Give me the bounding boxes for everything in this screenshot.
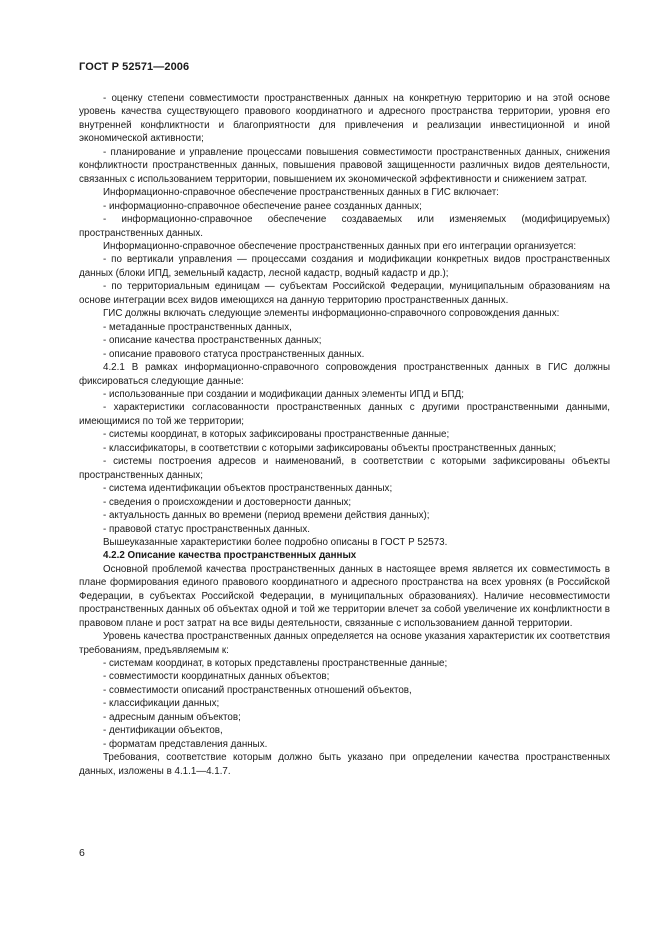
paragraph: - системам координат, в которых представлены пространственные данные; <box>103 658 448 670</box>
paragraph: Основной проблемой качества пространственных данных в настоящее время является их совместимость в плане формирования единого правового координатного и адресного пространства на всех уровнях (в Российской Федерации, в субъектах Российской Федерации, в муниципальных образованиях). Наличие несовместимости пространственных данных об объектах одной и той же территории влечет за собой увеличение их конфликтности в правовом плане и рост затрат на все виды деятельности, связанные с использованием данной территории. <box>79 563 610 629</box>
paragraph: - характеристики согласованности пространственных данных с другими пространственными данными, имеющимися по той же территории; <box>79 402 610 427</box>
page-number: 6 <box>79 847 85 859</box>
paragraph: Информационно-справочное обеспечение пространственных данных при его интеграции организуется: <box>103 240 577 252</box>
paragraph: - планирование и управление процессами повышения совместимости пространственных данных, снижения конфликтности пространственных данных, повышения правовой защищенности различных видов деятельности, связанных с использованием территории, повышением их экономической эффективности и снижением затрат. <box>79 146 610 185</box>
paragraph: - по территориальным единицам — субъектам Российской Федерации, муниципальным образованиям на основе интеграции всех видов имеющихся на данную территорию пространственных данных. <box>79 281 610 306</box>
paragraph: - сведения о происхождении и достоверности данных; <box>103 496 352 508</box>
paragraph: - по вертикали управления — процессами создания и модификации конкретных видов пространственных данных (блоки ИПД, земельный кадастр, лесной кадастр, водный кадастр и др.); <box>79 254 610 279</box>
paragraph: - система идентификации объектов пространственных данных; <box>103 483 393 495</box>
paragraph: - описание качества пространственных данных; <box>103 335 322 347</box>
paragraph: - системы координат, в которых зафиксированы пространственные данные; <box>103 429 450 441</box>
paragraph: - оценку степени совместимости пространственных данных на конкретную территорию и на этой основе уровень качества существующего правового координатного и адресного пространства территории, уровня его внутренней конфликтности и благоприятности для привлечения и реализации инвестиционной и иной экономической активности; <box>79 93 610 145</box>
paragraph: - адресным данным объектов; <box>103 711 241 723</box>
paragraph: - информационно-справочное обеспечение ранее созданных данных; <box>103 200 422 212</box>
paragraph: - описание правового статуса пространственных данных. <box>103 348 365 360</box>
paragraph: Требования, соответствие которым должно быть указано при определении качества пространственных данных, изложены в 4.1.1—4.1.7. <box>79 752 610 777</box>
paragraph: - информационно-справочное обеспечение создаваемых или изменяемых (модифицируемых) пространственных данных. <box>79 214 610 239</box>
paragraph: 4.2.1 В рамках информационно-справочного сопровождения пространственных данных в ГИС должны фиксироваться следующие данные: <box>79 362 610 387</box>
paragraph: - системы построения адресов и наименований, в соответствии с которыми зафиксированы объекты пространственных данных; <box>79 456 610 481</box>
paragraph: Информационно-справочное обеспечение пространственных данных в ГИС включает: <box>103 187 499 199</box>
paragraph: - совместимости координатных данных объектов; <box>103 671 330 683</box>
paragraph: - правовой статус пространственных данных. <box>103 523 310 535</box>
paragraph: - использованные при создании и модификации данных элементы ИПД и БПД; <box>103 388 464 400</box>
section-heading: 4.2.2 Описание качества пространственных данных <box>103 550 357 562</box>
paragraph: ГИС должны включать следующие элементы информационно-справочного сопровождения данных: <box>103 308 560 320</box>
paragraph: - классификаторы, в соответствии с которыми зафиксированы объекты пространственных данных; <box>103 442 557 454</box>
paragraph: - классификации данных; <box>103 698 220 710</box>
document-code-header: ГОСТ Р 52571—2006 <box>79 61 190 73</box>
paragraph: Уровень качества пространственных данных определяется на основе указания характеристик их соответствия требованиям, предъявляемым к: <box>79 631 610 656</box>
paragraph: - актуальность данных во времени (период времени действия данных); <box>103 510 430 522</box>
paragraph: - дентификации объектов, <box>103 725 223 737</box>
paragraph: - форматам представления данных. <box>103 738 268 750</box>
paragraph: - метаданные пространственных данных, <box>103 321 292 333</box>
paragraph: Вышеуказанные характеристики более подробно описаны в ГОСТ Р 52573. <box>103 536 448 548</box>
paragraph: - совместимости описаний пространственных отношений объектов, <box>103 684 412 696</box>
document-body <box>79 92 610 778</box>
